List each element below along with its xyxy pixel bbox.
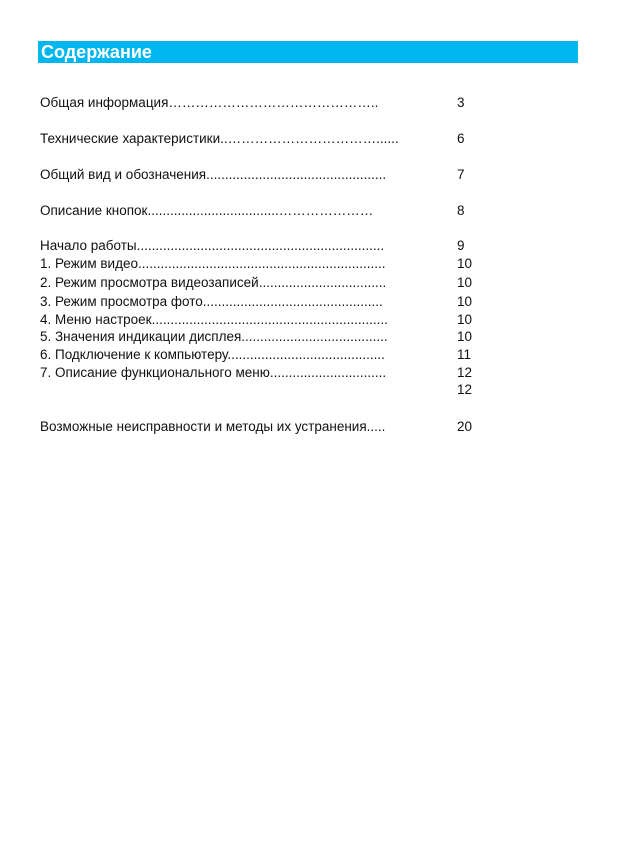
toc-entry[interactable]: [40, 328, 480, 346]
toc-entry-page: 20: [457, 419, 473, 434]
page-title: Содержание: [41, 42, 152, 62]
toc-entry[interactable]: [40, 311, 480, 329]
toc-entry-page: 12: [457, 365, 473, 380]
toc-entry-page: 10: [457, 275, 473, 290]
toc-entry-page: 3: [457, 95, 465, 110]
toc-entry-title: Начало работы..................................................................: [40, 238, 385, 253]
toc-entry-title: 2. Режим просмотра видеозаписей..................................: [40, 275, 387, 290]
toc-entry: [40, 381, 480, 399]
toc-entry[interactable]: [40, 130, 480, 148]
toc-entry[interactable]: [40, 293, 480, 311]
toc-entry-page: 12: [457, 382, 473, 397]
toc-entry-title: 1. Режим видео..................................................................: [40, 256, 386, 271]
toc-entry-page: 10: [457, 329, 473, 344]
toc-entry-page: 9: [457, 238, 465, 253]
toc-entry-title: Описание кнопок...................................…………………: [40, 203, 374, 218]
toc-entry[interactable]: [40, 346, 480, 364]
toc-entry-title: Технические характеристики..……………………………......: [40, 131, 399, 146]
toc-entry-title: 7. Описание функционального меню...............................: [40, 365, 387, 380]
toc-entry-title: 3. Режим просмотра фото................................................: [40, 294, 383, 309]
toc-entry-title: 5. Значения индикации дисплея.......................................: [40, 329, 388, 344]
toc-entry[interactable]: [40, 94, 480, 112]
toc-entry-title: Общая информация………………………………………..: [40, 95, 379, 110]
toc-entry-title: Общий вид и обозначения................................................: [40, 167, 387, 182]
toc-entry[interactable]: [40, 274, 480, 292]
toc-entry-page: 8: [457, 203, 465, 218]
toc-entry[interactable]: [40, 166, 480, 184]
toc-entry-page: 11: [457, 347, 472, 362]
section-header: [38, 41, 578, 63]
toc-entry[interactable]: [40, 202, 480, 220]
toc-entry-page: 10: [457, 256, 473, 271]
toc-entry-title: 6. Подключение к компьютеру..........................................: [40, 347, 385, 362]
toc-entry-title: Возможные неисправности и методы их устранения.....: [40, 419, 386, 434]
toc-entry[interactable]: [40, 255, 480, 273]
toc-entry[interactable]: [40, 418, 480, 436]
toc-entry[interactable]: [40, 364, 480, 382]
toc-entry-page: 6: [457, 131, 465, 146]
toc-entry[interactable]: [40, 237, 480, 255]
toc-entry-page: 10: [457, 294, 473, 309]
toc-entry-page: 10: [457, 312, 473, 327]
toc-entry-title: 4. Меню настроек...............................................................: [40, 312, 388, 327]
toc-entry-page: 7: [457, 167, 465, 182]
